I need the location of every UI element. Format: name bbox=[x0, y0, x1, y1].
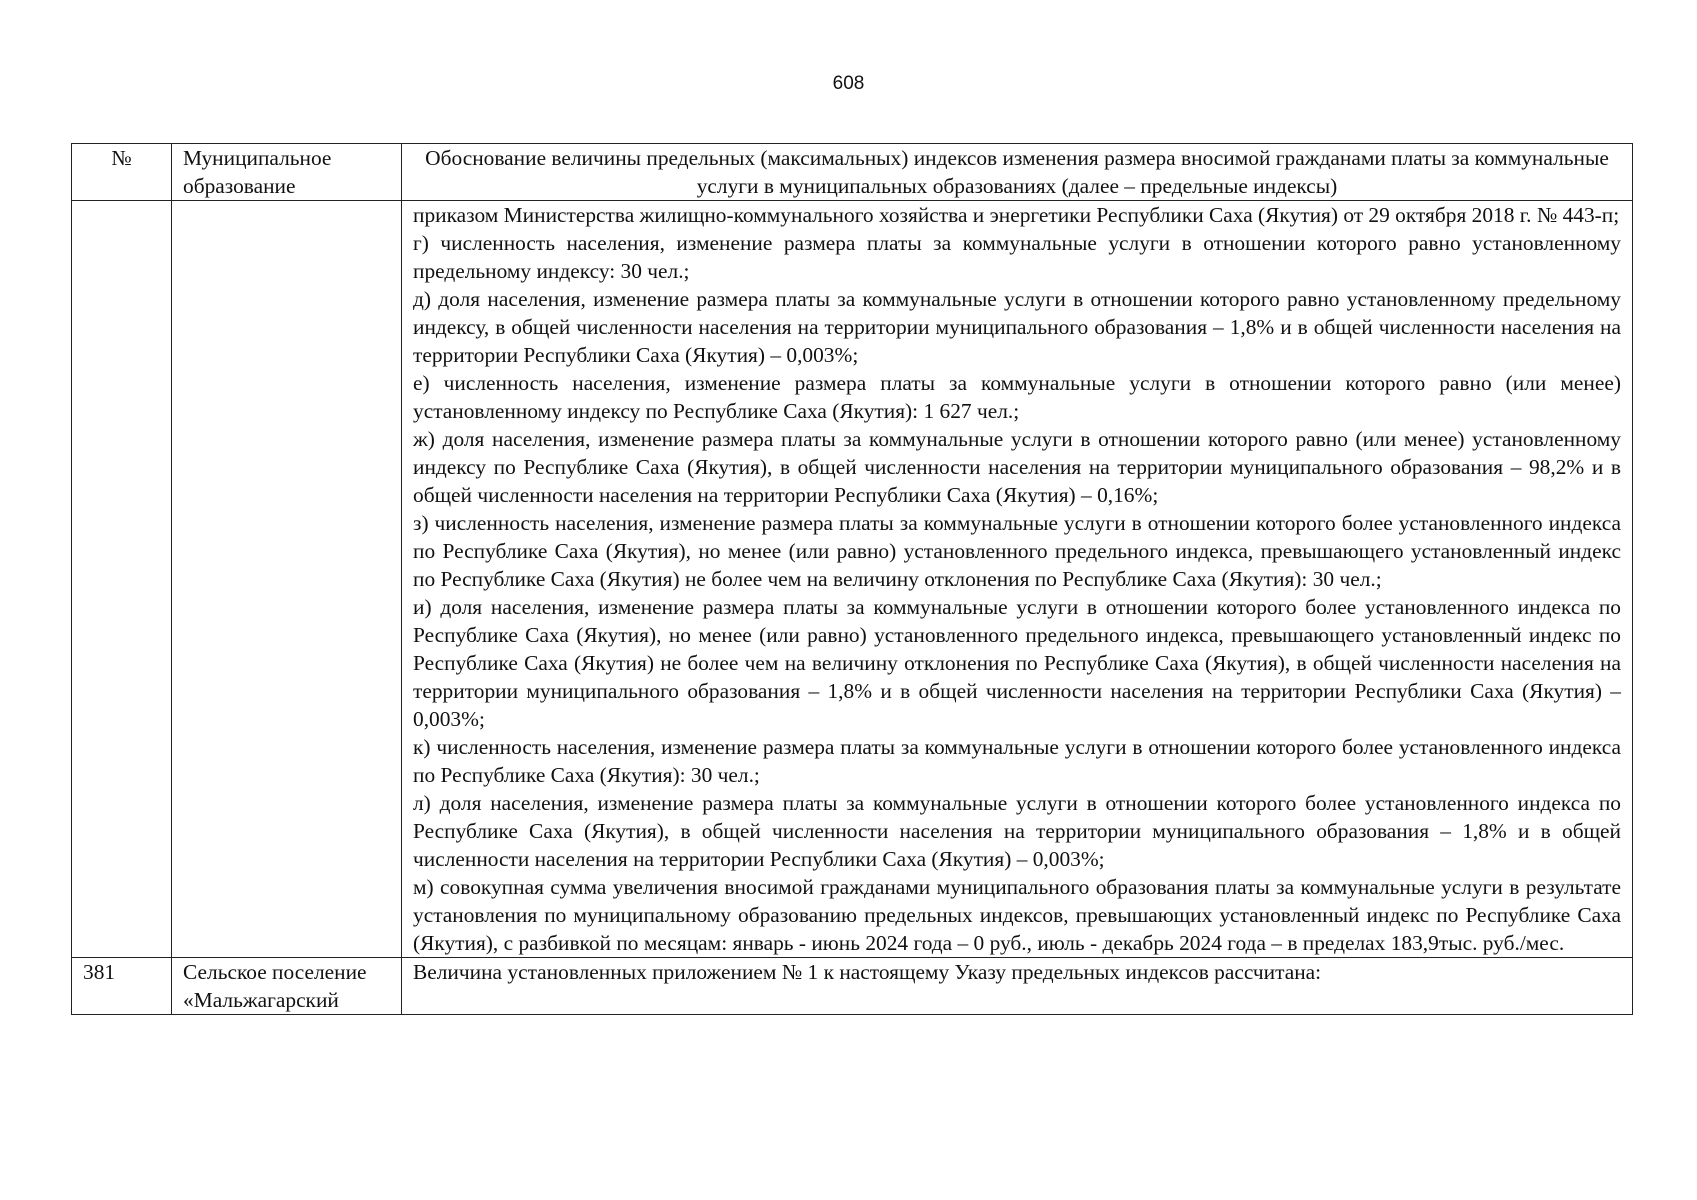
row-number-cell: 381 bbox=[72, 958, 172, 1015]
paragraph-item-e: е) численность населения, изменение размера платы за коммунальные услуги в отношении которого равно (или менее) установленному индексу по Республике Саха (Якутия): 1 627 чел.; bbox=[413, 371, 1621, 423]
paragraph-item-l: л) доля населения, изменение размера платы за коммунальные услуги в отношении которого более установленного индекса по Республике Саха (Якутия), в общей численности населения на территории муниципального образования – 1,8% и в общей численности населения на территории Республики Саха (Якутия) – 0,003%; bbox=[413, 791, 1621, 871]
paragraph-item-d: д) доля населения, изменение размера платы за коммунальные услуги в отношении которого равно установленному предельному индексу, в общей численности населения на территории муниципального образования – 1,8% и в общей численности населения на территории Республики Саха (Якутия) – 0,003%; bbox=[413, 287, 1621, 367]
row-justification-cell bbox=[402, 201, 1633, 958]
header-number: № bbox=[72, 144, 172, 201]
justification-table bbox=[71, 143, 1633, 1015]
paragraph-item-g: г) численность населения, изменение размера платы за коммунальные услуги в отношении которого равно установленному предельному индексу: 30 чел.; bbox=[413, 231, 1621, 283]
table-row bbox=[72, 958, 1633, 1015]
paragraph-item-m: м) совокупная сумма увеличения вносимой гражданами муниципального образования платы за коммунальные услуги в результате установления по муниципальному образованию предельных индексов, превышающих установленный индекс по Республике Саха (Якутия), с разбивкой по месяцам: январь - июнь 2024 года – 0 руб., июль - декабрь 2024 года – в пределах 183,9тыс. руб./мес. bbox=[413, 875, 1621, 955]
paragraph-item-z: з) численность населения, изменение размера платы за коммунальные услуги в отношении которого более установленного индекса по Республике Саха (Якутия), но менее (или равно) установленного предельного индекса, превышающего установленный индекс по Республике Саха (Якутия) не более чем на величину отклонения по Республике Саха (Якутия): 30 чел.; bbox=[413, 511, 1621, 591]
paragraph-item-i: и) доля населения, изменение размера платы за коммунальные услуги в отношении которого более установленного индекса по Республике Саха (Якутия), но менее (или равно) установленного предельного индекса, превышающего установленный индекс по Республике Саха (Якутия) не более чем на величину отклонения по Республике Саха (Якутия), в общей численности населения на территории муниципального образования – 1,8% и в общей численности населения на территории Республики Саха (Якутия) – 0,003%; bbox=[413, 595, 1621, 731]
paragraph-item-zh: ж) доля населения, изменение размера платы за коммунальные услуги в отношении которого равно (или менее) установленному индексу по Республике Саха (Якутия), в общей численности населения на территории муниципального образования – 98,2% и в общей численности населения на территории Республики Саха (Якутия) – 0,16%; bbox=[413, 427, 1621, 507]
page-number: 608 bbox=[832, 73, 865, 94]
header-justification: Обоснование величины предельных (максимальных) индексов изменения размера вносимой гражданами платы за коммунальные услуги в муниципальных образованиях (далее – предельные индексы) bbox=[402, 144, 1633, 201]
paragraph-item-k: к) численность населения, изменение размера платы за коммунальные услуги в отношении которого более установленного индекса по Республике Саха (Якутия): 30 чел.; bbox=[413, 735, 1621, 787]
table-header-row bbox=[72, 144, 1633, 201]
row-municipality-cell: Сельское поселение «Мальжагарский bbox=[172, 958, 402, 1015]
table-row bbox=[72, 201, 1633, 958]
row-justification-cell bbox=[402, 958, 1633, 1015]
row-number-cell bbox=[72, 201, 172, 958]
header-municipality: Муниципальное образование bbox=[172, 144, 402, 201]
paragraph-order-reference: приказом Министерства жилищно-коммунального хозяйства и энергетики Республики Саха (Якутия) от 29 октября 2018 г. № 443-п; bbox=[413, 203, 1620, 227]
row-municipality-cell bbox=[172, 201, 402, 958]
paragraph-intro: Величина установленных приложением № 1 к настоящему Указу предельных индексов рассчитана: bbox=[413, 960, 1322, 984]
